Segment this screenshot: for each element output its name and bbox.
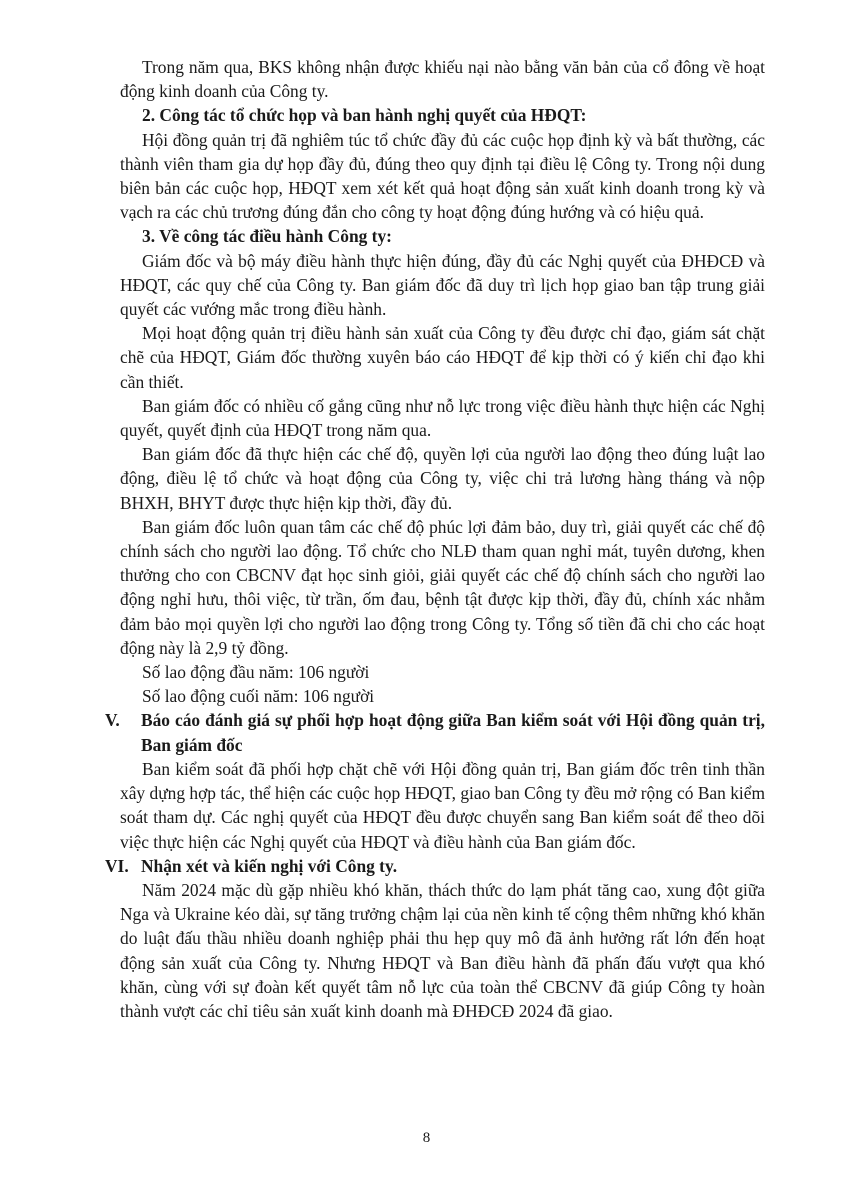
- paragraph-workers-end: Số lao động cuối năm: 106 người: [142, 686, 375, 707]
- paragraph-management-5: Ban giám đốc luôn quan tâm các chế độ phúc lợi đảm bảo, duy trì, giải quyết các chế độ chính sách cho người lao động. Tổ chức cho NLĐ tham quan nghỉ mát, tuyên dương, khen thưởng cho con CBCNV đạt học sinh giỏi, giải quyết các chế độ chính sách cho người lao động nghỉ hưu, thôi việc, từ trần, ốm đau, bệnh tật được kịp thời, đầy đủ, chính xác nhằm đảm bảo mọi quyền lợi cho người lao động trong Công ty. Tổng số tiền đã chi cho các hoạt động này là 2,9 tỷ đồng.: [120, 516, 765, 658]
- section-title-v: Báo cáo đánh giá sự phối hợp hoạt động giữa Ban kiểm soát với Hội đồng quản trị, Ban giám đốc: [141, 710, 765, 755]
- paragraph-meetings: Hội đồng quản trị đã nghiêm túc tổ chức đầy đủ các cuộc họp định kỳ và bất thường, các thành viên tham gia dự họp đầy đủ, đúng theo quy định tại điều lệ Công ty. Trong nội dung biên bản các cuộc họp, HĐQT xem xét kết quả hoạt động sản xuất kinh doanh trong kỳ và vạch ra các chủ trương đúng đắn cho công ty hoạt động đúng hướng và có hiệu quả.: [120, 129, 765, 223]
- page-number: 8: [422, 1130, 431, 1146]
- paragraph-coordination: Ban kiểm soát đã phối hợp chặt chẽ với Hội đồng quản trị, Ban giám đốc trên tinh thần xây dựng hợp tác, thể hiện các cuộc họp HĐQT, giao ban Công ty đều mở rộng có Ban kiểm soát tham dự. Các nghị quyết của HĐQT đều được chuyển sang Ban kiểm soát để theo dõi việc thực hiện các Nghị quyết của HĐQT và điều hành của Ban giám đốc.: [120, 758, 765, 852]
- section-number-vi: VI.: [105, 855, 129, 876]
- heading-meetings: 2. Công tác tổ chức họp và ban hành nghị quyết của HĐQT:: [142, 105, 587, 126]
- document-body: [105, 55, 765, 1023]
- paragraph-management-2: Mọi hoạt động quản trị điều hành sản xuất của Công ty đều được chỉ đạo, giám sát chặt chẽ của HĐQT, Giám đốc thường xuyên báo cáo HĐQT để kịp thời có ý kiến chỉ đạo khi cần thiết.: [120, 323, 765, 392]
- paragraph-workers-start: Số lao động đầu năm: 106 người: [142, 662, 370, 683]
- section-heading-vi: [105, 854, 765, 878]
- paragraph-management-3: Ban giám đốc có nhiều cố gắng cũng như nỗ lực trong việc điều hành thực hiện các Nghị quyết, quyết định của HĐQT trong năm qua.: [120, 395, 765, 441]
- paragraph-complaints: Trong năm qua, BKS không nhận được khiếu nại nào bằng văn bản của cổ đông về hoạt động kinh doanh của Công ty.: [120, 57, 765, 102]
- section-number-v: V.: [105, 710, 120, 731]
- section-title-vi: Nhận xét và kiến nghị với Công ty.: [141, 855, 398, 876]
- heading-management: 3. Về công tác điều hành Công ty:: [142, 226, 392, 247]
- paragraph-management-4: Ban giám đốc đã thực hiện các chế độ, quyền lợi của người lao động theo đúng luật lao động, điều lệ tổ chức và hoạt động của Công ty, việc chi trả lương hàng tháng và nộp BHXH, BHYT được thực hiện kịp thời, đầy đủ.: [120, 444, 765, 513]
- section-heading-v: [105, 708, 765, 756]
- paragraph-management-1: Giám đốc và bộ máy điều hành thực hiện đúng, đầy đủ các Nghị quyết của ĐHĐCĐ và HĐQT, các quy chế của Công ty. Ban giám đốc đã duy trì lịch họp giao ban tập trung giải quyết các vướng mắc trong điều hành.: [120, 250, 765, 320]
- paragraph-recommendations: Năm 2024 mặc dù gặp nhiều khó khăn, thách thức do lạm phát tăng cao, xung đột giữa Nga và Ukraine kéo dài, sự tăng trưởng chậm lại của nền kinh tế cộng thêm những khó khăn do luật đấu thầu nhiều doanh nghiệp phải thu hẹp quy mô đã ảnh hưởng rất lớn đến hoạt động sản xuất của Công ty. Nhưng HĐQT và Ban điều hành đã phấn đấu vượt qua khó khăn, cùng với sự đoàn kết quyết tâm nỗ lực của toàn thể CBCNV đã giúp Công ty hoàn thành vượt các chỉ tiêu sản xuất kinh doanh mà ĐHĐCĐ 2024 đã giao.: [120, 879, 765, 1021]
